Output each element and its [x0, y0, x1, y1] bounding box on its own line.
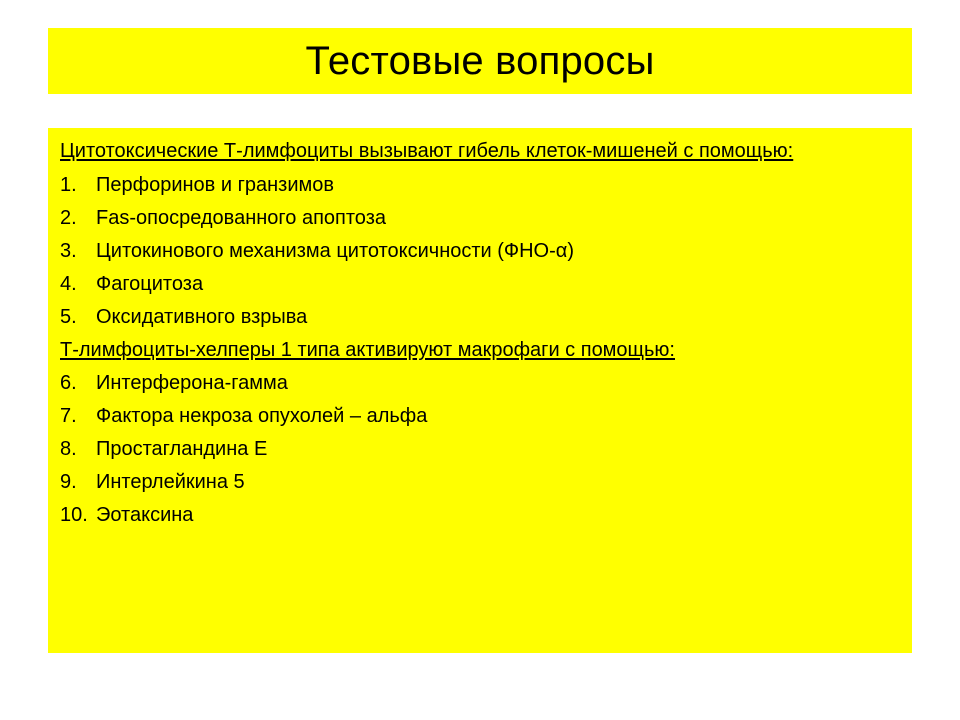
option-number: 6.: [60, 372, 77, 394]
option-text: Простагландина Е: [96, 438, 268, 460]
question-1-options: [60, 172, 898, 330]
option: [60, 271, 898, 297]
option-number: 7.: [60, 405, 77, 427]
option-text: Интерферона-гамма: [96, 372, 288, 394]
option-number: 9.: [60, 471, 77, 493]
option-number: 3.: [60, 240, 77, 262]
option: [60, 469, 898, 495]
option-number: 4.: [60, 273, 77, 295]
question-2: Т-лимфоциты-хелперы 1 типа активируют макрофаги с помощью:: [60, 339, 675, 361]
option: [60, 205, 898, 231]
option: [60, 436, 898, 462]
option-text: Фактора некроза опухолей – альфа: [96, 405, 428, 427]
option: [60, 403, 898, 429]
option: [60, 172, 898, 198]
question-2-options: [60, 370, 898, 528]
option-text: Интерлейкина 5: [96, 471, 245, 493]
option: [60, 502, 898, 528]
option: [60, 370, 898, 396]
option-text: Фагоцитоза: [96, 273, 204, 295]
option-text: Цитокинового механизма цитотоксичности (ФНО-α): [96, 240, 574, 262]
option-text: Эотаксина: [96, 504, 194, 526]
title-box: [48, 28, 912, 94]
option-number: 10.: [60, 504, 88, 526]
option: [60, 304, 898, 330]
option-text: Перфоринов и гранзимов: [96, 174, 334, 196]
content-box: [48, 128, 912, 653]
option-text: Fas-опосредованного апоптоза: [96, 207, 386, 229]
option-number: 1.: [60, 174, 77, 196]
option-number: 5.: [60, 306, 77, 328]
option-number: 8.: [60, 438, 77, 460]
slide-title: Тестовые вопросы: [305, 39, 655, 83]
option: [60, 238, 898, 264]
option-text: Оксидативного взрыва: [96, 306, 308, 328]
option-number: 2.: [60, 207, 77, 229]
question-1: Цитотоксические Т-лимфоциты вызывают гибель клеток-мишеней с помощью:: [60, 140, 794, 162]
